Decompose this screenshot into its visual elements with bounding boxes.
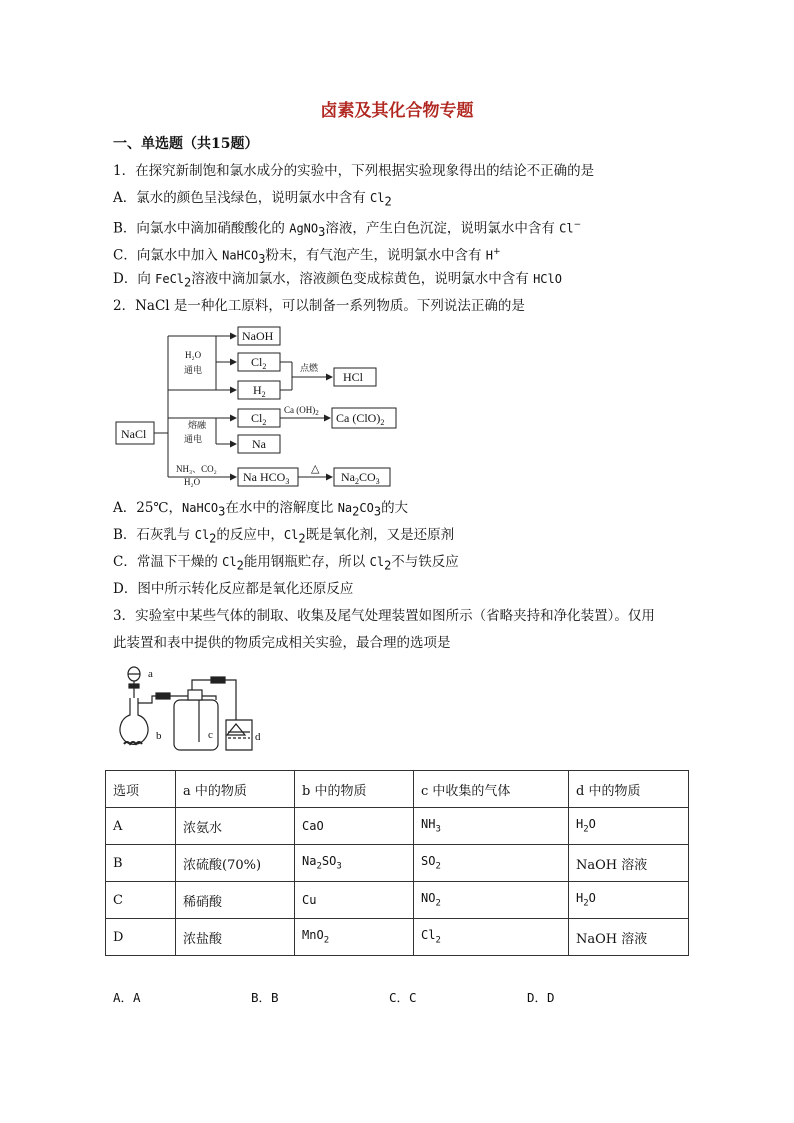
subscript: 3: [318, 225, 326, 240]
subscript: 2: [209, 531, 217, 546]
q3-options-table: [105, 770, 689, 956]
cell-option: B: [106, 845, 176, 882]
subscript: 2: [298, 531, 306, 546]
cell-b: Cu: [295, 882, 414, 919]
q2-option-b[interactable]: [113, 526, 454, 548]
q2-c-text: C．常温下干燥的: [113, 554, 223, 570]
table-row: [106, 845, 689, 882]
cell-d: NaOH 溶液: [569, 845, 689, 882]
naoh-label: NaOH: [242, 329, 274, 343]
page-title: 卤素及其化合物专题: [320, 101, 474, 121]
q2-option-c[interactable]: [113, 553, 459, 575]
formula: Na: [337, 501, 353, 515]
cell-option: A: [106, 808, 176, 845]
formula: Cl: [222, 555, 237, 569]
cell-d: $H_2O$: [569, 808, 689, 845]
superscript: +: [493, 247, 501, 257]
formula: AgNO: [289, 221, 319, 236]
label-d: d: [255, 731, 261, 743]
cell-c: $NO_2$: [414, 882, 569, 919]
heat-condition: △: [311, 463, 320, 475]
q3-stem-line1: 3．实验室中某些气体的制取、收集及尾气处理装置如图所示（省略夹持和净化装置）。仅用: [113, 608, 655, 624]
cell-d: $H_2O$: [569, 882, 689, 919]
q1-option-c[interactable]: [113, 243, 501, 268]
cell-a: 稀硝酸: [176, 882, 295, 919]
q3-answer-a[interactable]: A．A: [113, 990, 141, 1005]
ignite-condition: 点燃: [300, 363, 319, 373]
na-label: Na: [252, 437, 266, 451]
subscript: 2: [384, 194, 392, 209]
cell-c: $NH_3$: [414, 808, 569, 845]
nacl-flow-diagram: [110, 322, 410, 492]
electrolysis-condition-2: 通电: [184, 434, 203, 444]
q2-a-text: A．25℃，: [113, 500, 183, 516]
formula: Cl: [370, 191, 385, 205]
subscript: 3: [373, 504, 382, 519]
table-row: [106, 919, 689, 956]
h2-label: $H_2$: [253, 383, 266, 399]
cell-c: $SO_2$: [414, 845, 569, 882]
q2-option-a[interactable]: [113, 499, 408, 521]
formula: Cl: [283, 528, 299, 542]
section-heading: 一、单选题（共15题）: [113, 136, 259, 152]
header-cell: 选项: [106, 771, 176, 808]
q1-stem: 1．在探究新制饱和氯水成分的实验中，下列根据实验现象得出的结论不正确的是: [113, 163, 595, 179]
header-cell: d 中的物质: [569, 771, 689, 808]
h2o-condition: H₂O: [185, 350, 202, 360]
cell-d: NaOH 溶液: [569, 919, 689, 956]
cl2-label-2: $Cl_2$: [251, 411, 267, 427]
label-b: b: [156, 730, 162, 742]
subscript: 3: [218, 504, 226, 519]
cell-a: 浓氨水: [176, 808, 295, 845]
gas-apparatus-diagram: [112, 660, 272, 760]
cell-b: MnO$_2$: [295, 919, 414, 956]
cell-a: 浓盐酸: [176, 919, 295, 956]
header-cell: a 中的物质: [176, 771, 295, 808]
formula: Cl: [559, 221, 574, 236]
h2o-condition-2: H₂O: [184, 477, 201, 487]
q2-c-text2: 能用钢瓶贮存，所以: [243, 554, 370, 570]
formula: H: [485, 248, 494, 263]
q2-option-d[interactable]: D．图中所示转化反应都是氧化还原反应: [113, 581, 354, 597]
q2-b-text: B．石灰乳与: [113, 527, 195, 543]
cl2-label: $Cl_2$: [251, 355, 267, 371]
table-row: [106, 808, 689, 845]
formula: CO: [359, 501, 374, 515]
q1-option-b[interactable]: [113, 216, 581, 241]
q2-a-text3: 的大: [381, 500, 409, 516]
caoh2-condition: Ca $(OH)_2$: [284, 405, 319, 417]
formula: Cl: [194, 528, 210, 542]
subscript: 2: [184, 275, 192, 290]
cell-c: $Cl_2$: [414, 919, 569, 956]
electrolysis-condition: 通电: [184, 365, 203, 375]
label-c: c: [208, 729, 213, 741]
nh3-co2-condition: NH₃、CO₂: [176, 464, 217, 474]
cell-option: D: [106, 919, 176, 956]
cell-a: 浓硫酸(70%): [176, 845, 295, 882]
hcl-label: HCl: [343, 370, 364, 384]
nacl-label: NaCl: [121, 427, 147, 441]
table-header-row: [106, 771, 689, 808]
label-a: a: [148, 668, 153, 680]
q3-stem-line2: 此装置和表中提供的物质完成相关实验，最合理的选项是: [113, 635, 451, 651]
formula: Cl: [369, 555, 385, 569]
molten-condition: 熔融: [188, 420, 207, 430]
nahco3-label: Na $HCO_3$: [243, 470, 290, 486]
cell-b: $Na_2SO_3$: [295, 845, 414, 882]
q3-answer-b[interactable]: B．B: [251, 990, 279, 1005]
cell-option: C: [106, 882, 176, 919]
q1-c-text2: 粉末，有气泡产生，说明氯水中含有: [265, 247, 486, 264]
subscript: 2: [352, 504, 360, 519]
formula: NaHCO: [222, 248, 259, 263]
subscript: 3: [258, 252, 266, 267]
q2-b-text3: 既是氧化剂，又是还原剂: [305, 527, 455, 543]
q2-stem: 2．NaCl 是一种化工原料，可以制备一系列物质。下列说法正确的是: [113, 298, 525, 314]
header-cell: c 中收集的气体: [414, 771, 569, 808]
subscript: 2: [236, 558, 244, 573]
q1-d-text2: 溶液中滴加氯水，溶液颜色变成棕黄色，说明氯水中含有: [191, 271, 534, 287]
q1-option-d[interactable]: [113, 270, 562, 292]
q3-answer-c[interactable]: C．C: [389, 990, 417, 1005]
formula: NaHCO: [182, 501, 219, 515]
subscript: 2: [384, 558, 392, 573]
q3-answer-d[interactable]: D．D: [527, 990, 555, 1005]
na2co3-label: $Na_2CO_3$: [341, 470, 380, 486]
q1-d-text: D．向: [113, 271, 156, 287]
superscript: −: [573, 220, 582, 230]
formula: HClO: [533, 272, 562, 286]
q1-b-text: B．向氯水中滴加硝酸酸化的: [113, 220, 290, 237]
caclo2-label: Ca $(ClO)_2$: [336, 411, 385, 427]
cell-b: CaO: [295, 808, 414, 845]
formula: FeCl: [155, 272, 185, 286]
table-row: [106, 882, 689, 919]
q2-b-text2: 的反应中，: [216, 527, 284, 543]
header-cell: b 中的物质: [295, 771, 414, 808]
q1-option-a[interactable]: [113, 189, 392, 211]
q1-c-text: C．向氯水中加入: [113, 247, 223, 264]
q1-b-text2: 溶液，产生白色沉淀，说明氯水中含有: [325, 220, 560, 237]
q2-a-text2: 在水中的溶解度比: [225, 500, 338, 516]
q1-a-text: A．氯水的颜色呈浅绿色，说明氯水中含有: [113, 190, 371, 206]
q2-c-text3: 不与铁反应: [391, 554, 459, 570]
